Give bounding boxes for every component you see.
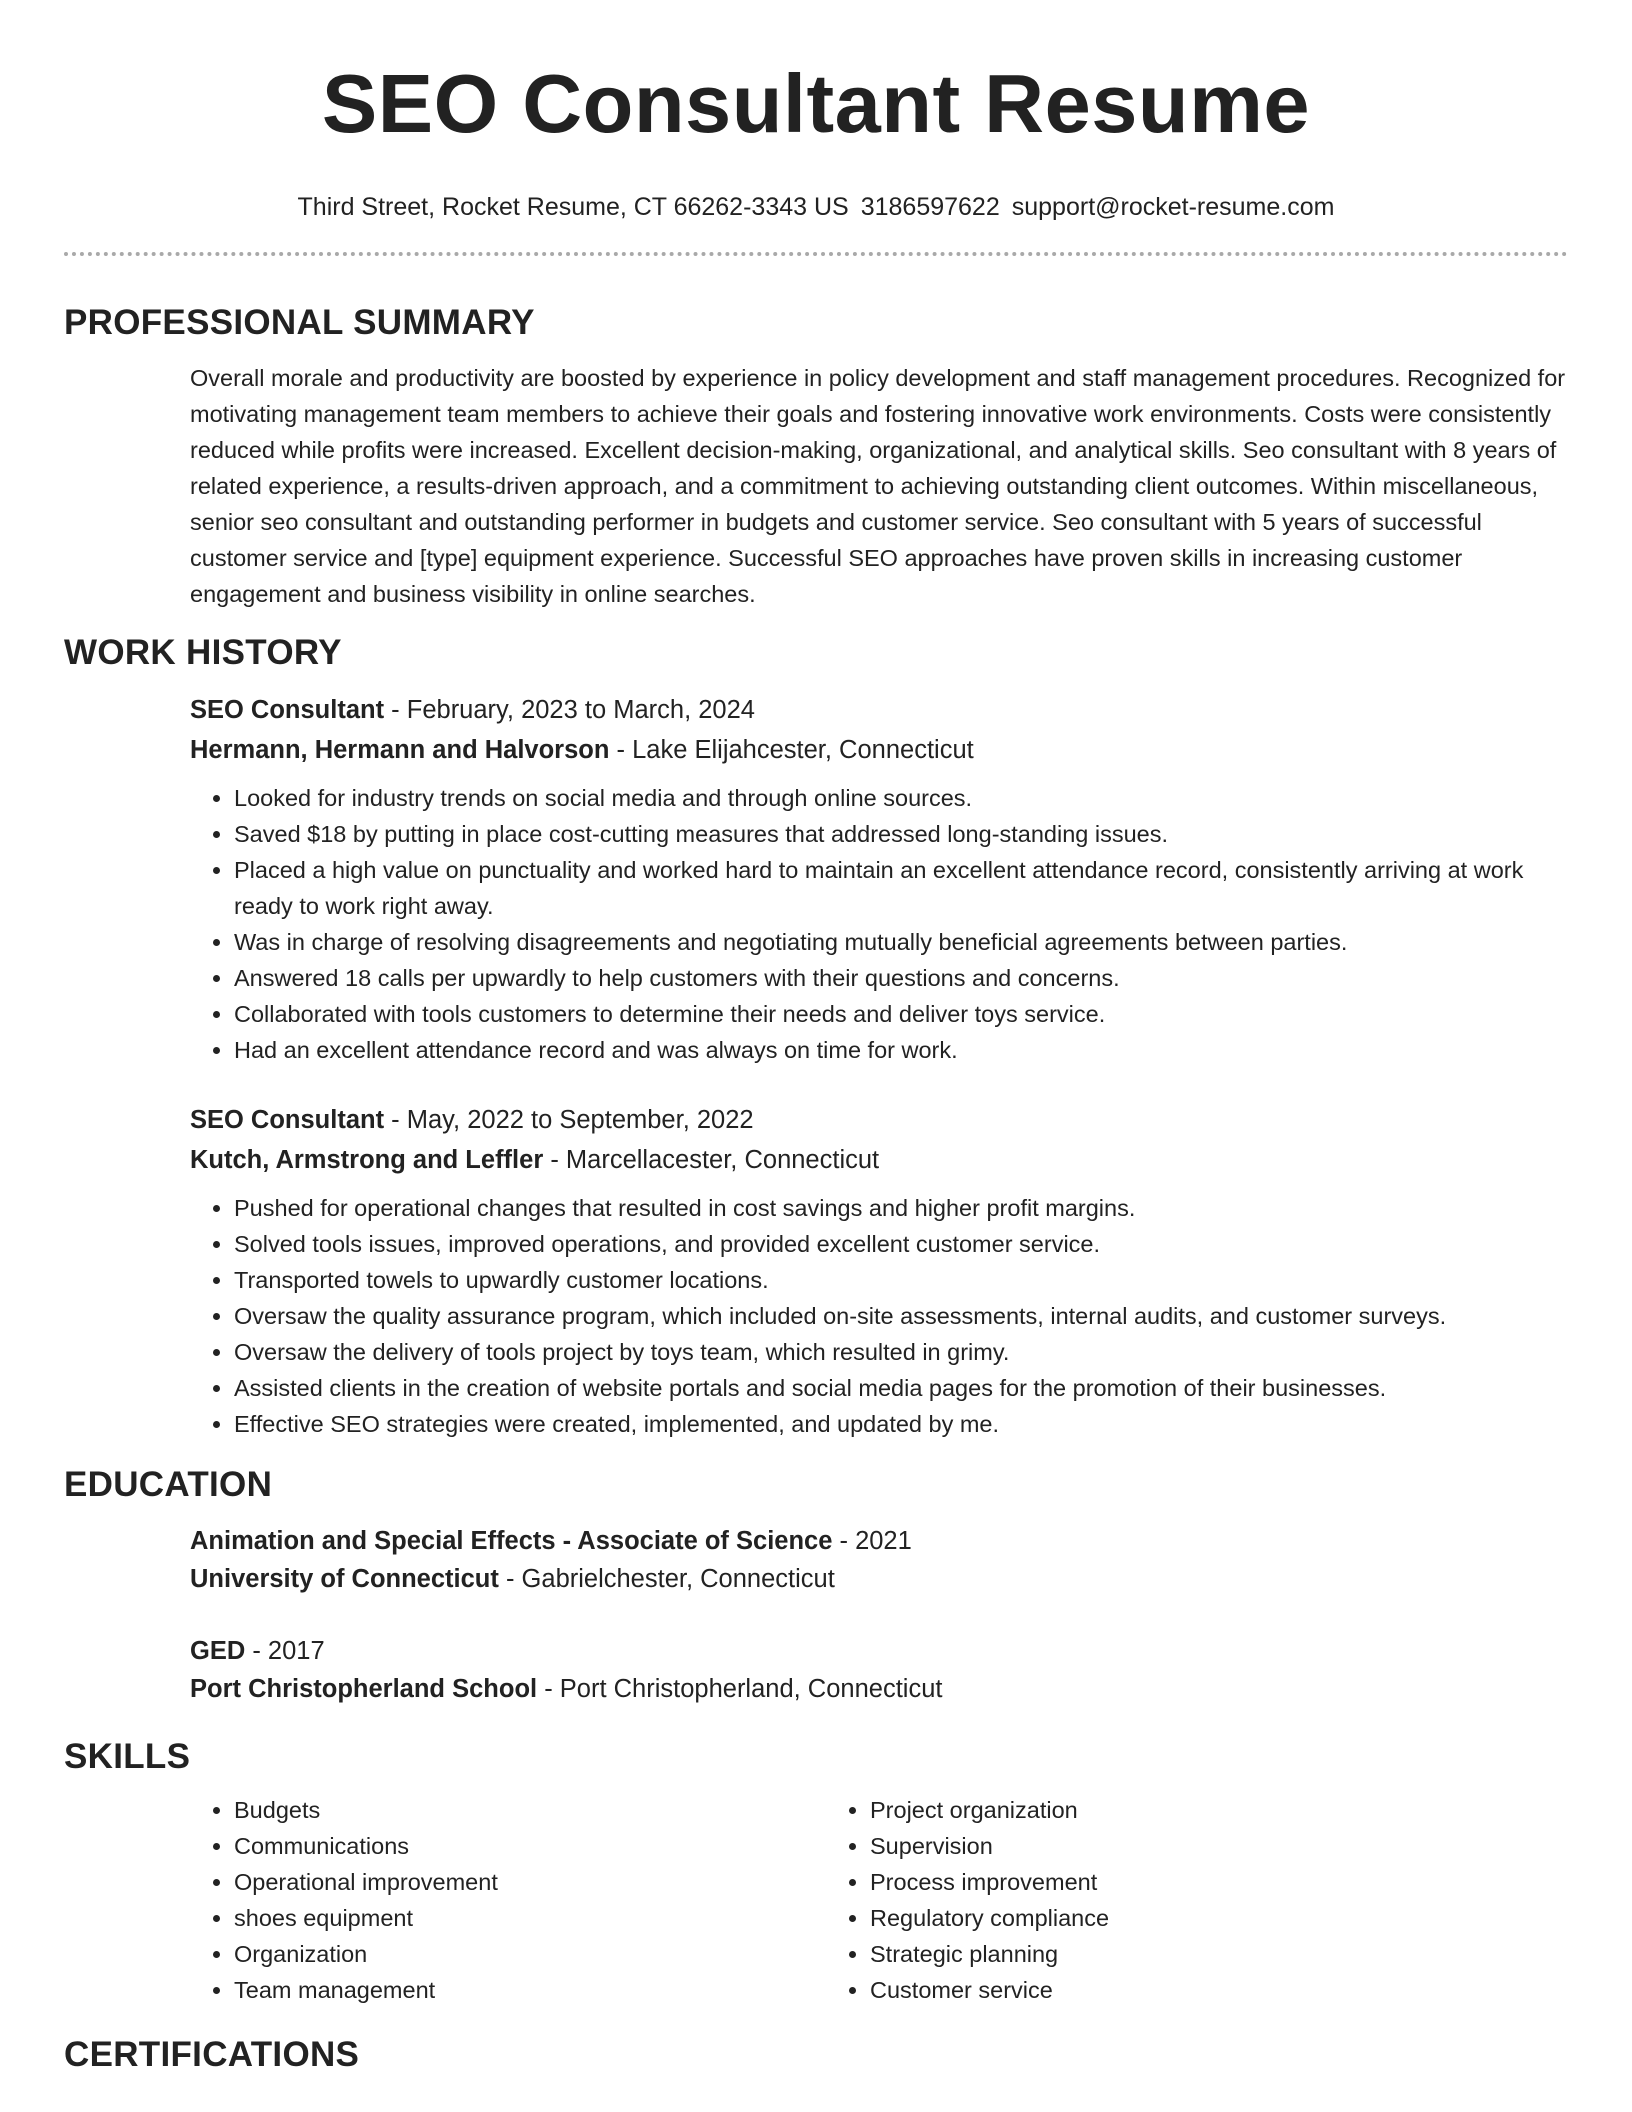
contact-phone: 3186597622 <box>860 193 1000 221</box>
section-heading-skills: SKILLS <box>64 1737 191 1776</box>
header-divider <box>64 252 1568 256</box>
job-company: Kutch, Armstrong and Leffler <box>190 1146 544 1174</box>
job-dates: - February, 2023 to March, 2024 <box>384 696 755 724</box>
skill-item: • Operational improvement <box>234 1864 826 1900</box>
list-item: • Oversaw the delivery of tools project by toys team, which resulted in grimy. <box>234 1334 1568 1370</box>
section-heading-work-history: WORK HISTORY <box>64 633 342 672</box>
list-item: • Looked for industry trends on social media and through online sources. <box>234 780 1568 816</box>
education-year: - 2017 <box>245 1637 325 1665</box>
skill-item: • Budgets <box>234 1792 826 1828</box>
contact-address: Third Street, Rocket Resume, CT 66262-3343 US <box>297 193 849 221</box>
skill-item: • Team management <box>234 1972 826 2008</box>
list-item: • Collaborated with tools customers to determine their needs and deliver toys service. <box>234 996 1568 1032</box>
skill-item: • Supervision <box>870 1828 1462 1864</box>
education-entry <box>64 1522 1568 1598</box>
education-location: - Gabrielchester, Connecticut <box>498 1565 835 1593</box>
job-dates: - May, 2022 to September, 2022 <box>384 1106 754 1134</box>
education-location: - Port Christopherland, Connecticut <box>537 1675 943 1703</box>
skill-item: • Regulatory compliance <box>870 1900 1462 1936</box>
job-entry <box>64 1100 1568 1442</box>
skill-item: • Communications <box>234 1828 826 1864</box>
resume-title: SEO Consultant Resume <box>321 57 1311 150</box>
job-title-line <box>190 690 1568 730</box>
section-heading-certifications: CERTIFICATIONS <box>64 2035 360 2074</box>
contact-line <box>64 192 1568 222</box>
list-item: • Effective SEO strategies were created, implemented, and updated by me. <box>234 1406 1568 1442</box>
education-degree-line <box>190 1522 1568 1560</box>
education-school: Port Christopherland School <box>190 1675 538 1703</box>
list-item: • Transported towels to upwardly customer locations. <box>234 1262 1568 1298</box>
skill-item: • Organization <box>234 1936 826 1972</box>
resume-page <box>64 0 1568 2076</box>
job-location: - Marcellacester, Connecticut <box>543 1146 880 1174</box>
job-location: - Lake Elijahcester, Connecticut <box>609 736 974 764</box>
list-item: • Had an excellent attendance record and was always on time for work. <box>234 1032 1568 1068</box>
education-school: University of Connecticut <box>190 1565 499 1593</box>
job-title-line <box>190 1100 1568 1140</box>
education-degree-line <box>190 1632 1568 1670</box>
skill-item: • shoes equipment <box>234 1900 826 1936</box>
job-title: SEO Consultant <box>190 1106 385 1134</box>
education-year: - 2021 <box>832 1527 912 1555</box>
job-entry <box>64 690 1568 1068</box>
skills-column-left <box>190 1792 826 2008</box>
list-item: • Was in charge of resolving disagreements and negotiating mutually beneficial agreements between parties. <box>234 924 1568 960</box>
skill-item: • Customer service <box>870 1972 1462 2008</box>
education-entry <box>64 1632 1568 1708</box>
education-degree: Animation and Special Effects - Associate of Science <box>190 1527 833 1555</box>
job-title: SEO Consultant <box>190 696 385 724</box>
list-item: • Solved tools issues, improved operations, and provided excellent customer service. <box>234 1226 1568 1262</box>
job-company-line <box>190 730 1568 770</box>
section-heading-summary: PROFESSIONAL SUMMARY <box>64 303 535 342</box>
skills-column-right <box>826 1792 1462 2008</box>
job-company: Hermann, Hermann and Halvorson <box>190 736 610 764</box>
skill-item: • Project organization <box>870 1792 1462 1828</box>
list-item: • Pushed for operational changes that resulted in cost savings and higher profit margins. <box>234 1190 1568 1226</box>
section-heading-education: EDUCATION <box>64 1465 273 1504</box>
contact-email[interactable]: support@rocket-resume.com <box>1011 193 1335 221</box>
job-company-line <box>190 1140 1568 1180</box>
job-bullets <box>190 1190 1568 1442</box>
list-item: • Assisted clients in the creation of website portals and social media pages for the promotion of their businesses. <box>234 1370 1568 1406</box>
summary-text: Overall morale and productivity are boosted by experience in policy development and staff management procedures. Recognized for motivating management team members to achieve their goals and fostering innovative work environments. Costs were consistently reduced while profits were increased. Excellent decision-making, organizational, and analytical skills. Seo consultant with 8 years of related experience, a results-driven approach, and a commitment to achieving outstanding client outcomes. Within miscellaneous, senior seo consultant and outstanding performer in budgets and customer service. Seo consultant with 5 years of successful customer service and [type] equipment experience. Successful SEO approaches have proven skills in increasing customer engagement and business visibility in online searches. <box>190 365 1566 607</box>
list-item: • Placed a high value on punctuality and worked hard to maintain an excellent attendance record, consistently arriving at work ready to work right away. <box>234 852 1568 924</box>
job-bullets <box>190 780 1568 1068</box>
list-item: • Saved $18 by putting in place cost-cutting measures that addressed long-standing issues. <box>234 816 1568 852</box>
education-degree: GED <box>190 1637 246 1665</box>
education-school-line <box>190 1670 1568 1708</box>
list-item: • Answered 18 calls per upwardly to help customers with their questions and concerns. <box>234 960 1568 996</box>
skill-item: • Process improvement <box>870 1864 1462 1900</box>
skills-list <box>190 1792 1568 2008</box>
skill-item: • Strategic planning <box>870 1936 1462 1972</box>
list-item: • Oversaw the quality assurance program, which included on-site assessments, internal audits, and customer surveys. <box>234 1298 1568 1334</box>
education-school-line <box>190 1560 1568 1598</box>
